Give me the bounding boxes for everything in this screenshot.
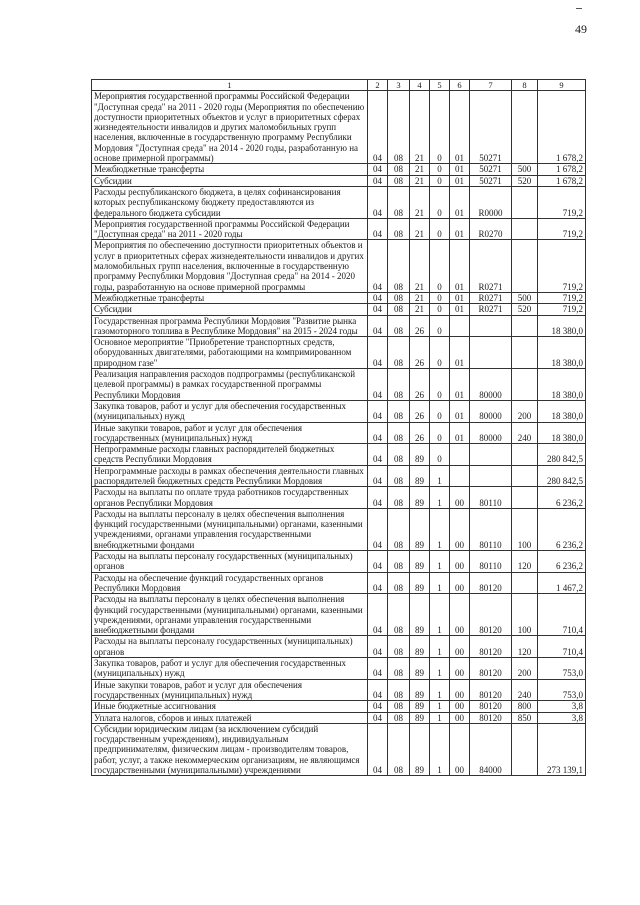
code-direction-cell: 80110 bbox=[470, 487, 512, 509]
code-event-cell bbox=[450, 444, 470, 466]
code-subprogram-cell: 1 bbox=[430, 594, 450, 636]
code-section-cell: 08 bbox=[388, 369, 410, 401]
code-subprogram-cell: 1 bbox=[430, 701, 450, 712]
code-expense-type-cell bbox=[512, 723, 538, 775]
amount-cell: 280 842,5 bbox=[538, 465, 586, 487]
code-gp-cell: 04 bbox=[368, 315, 388, 337]
code-direction-cell: 80120 bbox=[470, 658, 512, 680]
row-name-cell: Межбюджетные трансферты bbox=[92, 164, 368, 175]
code-subprogram-cell: 0 bbox=[430, 369, 450, 401]
code-subprogram-cell: 0 bbox=[430, 175, 450, 186]
amount-cell: 1 678,2 bbox=[538, 175, 586, 186]
table-row bbox=[92, 175, 586, 186]
amount-cell: 18 380,0 bbox=[538, 337, 586, 369]
table-row bbox=[92, 551, 586, 573]
code-gp-cell: 04 bbox=[368, 723, 388, 775]
code-event-cell: 01 bbox=[450, 400, 470, 422]
code-program-cell: 89 bbox=[410, 444, 430, 466]
table-row bbox=[92, 164, 586, 175]
code-program-cell: 89 bbox=[410, 712, 430, 723]
code-subprogram-cell: 0 bbox=[430, 337, 450, 369]
code-event-cell: 01 bbox=[450, 369, 470, 401]
header-col-subprogram: 5 bbox=[430, 80, 450, 91]
code-program-cell: 21 bbox=[410, 240, 430, 292]
table-row bbox=[92, 636, 586, 658]
budget-table bbox=[91, 79, 586, 776]
code-event-cell: 00 bbox=[450, 572, 470, 594]
code-gp-cell: 04 bbox=[368, 508, 388, 550]
amount-cell: 753,0 bbox=[538, 679, 586, 701]
table-row bbox=[92, 400, 586, 422]
code-program-cell: 21 bbox=[410, 218, 430, 240]
amount-cell: 6 236,2 bbox=[538, 508, 586, 550]
code-subprogram-cell: 0 bbox=[430, 422, 450, 444]
code-program-cell: 21 bbox=[410, 186, 430, 218]
header-col-event: 6 bbox=[450, 80, 470, 91]
code-program-cell: 21 bbox=[410, 91, 430, 164]
table-row bbox=[92, 186, 586, 218]
code-expense-type-cell: 240 bbox=[512, 422, 538, 444]
code-program-cell: 26 bbox=[410, 369, 430, 401]
code-section-cell: 08 bbox=[388, 658, 410, 680]
row-name-cell: Расходы на выплаты по оплате труда работников государственных органов Республики Мордовия bbox=[92, 487, 368, 509]
code-event-cell: 00 bbox=[450, 679, 470, 701]
code-expense-type-cell bbox=[512, 240, 538, 292]
code-gp-cell: 04 bbox=[368, 337, 388, 369]
page-number: 49 bbox=[575, 22, 587, 36]
code-section-cell: 08 bbox=[388, 572, 410, 594]
amount-cell: 719,2 bbox=[538, 186, 586, 218]
row-name-cell: Межбюджетные трансферты bbox=[92, 292, 368, 303]
code-section-cell: 08 bbox=[388, 701, 410, 712]
code-event-cell: 00 bbox=[450, 658, 470, 680]
code-gp-cell: 04 bbox=[368, 292, 388, 303]
amount-cell: 6 236,2 bbox=[538, 551, 586, 573]
code-section-cell: 08 bbox=[388, 636, 410, 658]
table-row bbox=[92, 337, 586, 369]
code-program-cell: 26 bbox=[410, 400, 430, 422]
code-direction-cell: 80000 bbox=[470, 369, 512, 401]
code-program-cell: 89 bbox=[410, 487, 430, 509]
table-row bbox=[92, 91, 586, 164]
code-direction-cell: 50271 bbox=[470, 91, 512, 164]
code-subprogram-cell: 1 bbox=[430, 723, 450, 775]
table-row bbox=[92, 487, 586, 509]
table-row bbox=[92, 422, 586, 444]
code-event-cell: 01 bbox=[450, 422, 470, 444]
code-program-cell: 21 bbox=[410, 304, 430, 315]
row-name-cell: Мероприятия государственной программы Российской Федерации "Доступная среда" на 2011 - 2020 годы bbox=[92, 218, 368, 240]
code-expense-type-cell bbox=[512, 487, 538, 509]
code-direction-cell bbox=[470, 315, 512, 337]
amount-cell: 18 380,0 bbox=[538, 315, 586, 337]
row-name-cell: Закупка товаров, работ и услуг для обеспечения государственных (муниципальных) нужд bbox=[92, 658, 368, 680]
code-direction-cell: 80120 bbox=[470, 701, 512, 712]
code-event-cell: 00 bbox=[450, 594, 470, 636]
code-program-cell: 89 bbox=[410, 551, 430, 573]
table-row bbox=[92, 369, 586, 401]
table-row bbox=[92, 508, 586, 550]
code-subprogram-cell: 0 bbox=[430, 304, 450, 315]
amount-cell: 280 842,5 bbox=[538, 444, 586, 466]
code-section-cell: 08 bbox=[388, 400, 410, 422]
row-name-cell: Мероприятия по обеспечению доступности приоритетных объектов и услуг в приоритетных сферах жизнедеятельности инвалидов и других маломобильных групп населения, включенные в государственную программу Республики Мордовия "Доступная среда" на 2014 - 2020 годы, разработанную на основе примерной программы bbox=[92, 240, 368, 292]
code-program-cell: 89 bbox=[410, 701, 430, 712]
code-event-cell: 00 bbox=[450, 551, 470, 573]
code-subprogram-cell: 0 bbox=[430, 91, 450, 164]
code-program-cell: 26 bbox=[410, 315, 430, 337]
code-event-cell bbox=[450, 465, 470, 487]
code-event-cell: 00 bbox=[450, 636, 470, 658]
code-expense-type-cell: 200 bbox=[512, 400, 538, 422]
amount-cell: 3,8 bbox=[538, 701, 586, 712]
table-header-row bbox=[92, 80, 586, 91]
code-event-cell: 01 bbox=[450, 304, 470, 315]
code-section-cell: 08 bbox=[388, 422, 410, 444]
code-section-cell: 08 bbox=[388, 218, 410, 240]
code-subprogram-cell: 1 bbox=[430, 465, 450, 487]
table-row bbox=[92, 315, 586, 337]
code-program-cell: 89 bbox=[410, 594, 430, 636]
code-direction-cell: 80120 bbox=[470, 636, 512, 658]
table-body bbox=[92, 91, 586, 776]
row-name-cell: Субсидии bbox=[92, 175, 368, 186]
code-expense-type-cell: 500 bbox=[512, 292, 538, 303]
code-section-cell: 08 bbox=[388, 594, 410, 636]
code-direction-cell: R0271 bbox=[470, 240, 512, 292]
code-gp-cell: 04 bbox=[368, 422, 388, 444]
table-row bbox=[92, 292, 586, 303]
code-direction-cell: 50271 bbox=[470, 164, 512, 175]
code-section-cell: 08 bbox=[388, 164, 410, 175]
table-row bbox=[92, 444, 586, 466]
header-col-amount: 9 bbox=[538, 80, 586, 91]
code-expense-type-cell: 850 bbox=[512, 712, 538, 723]
code-section-cell: 08 bbox=[388, 712, 410, 723]
code-event-cell: 00 bbox=[450, 701, 470, 712]
amount-cell: 719,2 bbox=[538, 292, 586, 303]
code-event-cell: 01 bbox=[450, 91, 470, 164]
amount-cell: 753,0 bbox=[538, 658, 586, 680]
amount-cell: 273 139,1 bbox=[538, 723, 586, 775]
code-subprogram-cell: 1 bbox=[430, 658, 450, 680]
code-direction-cell bbox=[470, 444, 512, 466]
code-gp-cell: 04 bbox=[368, 679, 388, 701]
amount-cell: 1 467,2 bbox=[538, 572, 586, 594]
code-expense-type-cell bbox=[512, 444, 538, 466]
code-direction-cell: 80120 bbox=[470, 679, 512, 701]
table-row bbox=[92, 218, 586, 240]
code-direction-cell: R0000 bbox=[470, 186, 512, 218]
code-subprogram-cell: 1 bbox=[430, 636, 450, 658]
code-gp-cell: 04 bbox=[368, 701, 388, 712]
code-section-cell: 08 bbox=[388, 315, 410, 337]
code-subprogram-cell: 1 bbox=[430, 508, 450, 550]
code-event-cell: 01 bbox=[450, 175, 470, 186]
table-row bbox=[92, 701, 586, 712]
code-program-cell: 89 bbox=[410, 465, 430, 487]
code-section-cell: 08 bbox=[388, 551, 410, 573]
row-name-cell: Непрограммные расходы главных распорядителей бюджетных средств Республики Мордовия bbox=[92, 444, 368, 466]
code-direction-cell bbox=[470, 337, 512, 369]
code-gp-cell: 04 bbox=[368, 164, 388, 175]
code-subprogram-cell: 0 bbox=[430, 292, 450, 303]
header-col-expense-type: 8 bbox=[512, 80, 538, 91]
code-expense-type-cell bbox=[512, 186, 538, 218]
row-name-cell: Государственная программа Республики Мордовия "Развитие рынка газомоторного топлива в Республике Мордовия" на 2015 - 2024 годы bbox=[92, 315, 368, 337]
code-direction-cell bbox=[470, 465, 512, 487]
row-name-cell: Расходы республиканского бюджета, в целях софинансирования которых республиканскому бюджету предоставляются из федерального бюджета субсидии bbox=[92, 186, 368, 218]
row-name-cell: Непрограммные расходы в рамках обеспечения деятельности главных распорядителей бюджетных средств Республики Мордовия bbox=[92, 465, 368, 487]
code-program-cell: 89 bbox=[410, 508, 430, 550]
code-event-cell: 00 bbox=[450, 712, 470, 723]
code-program-cell: 21 bbox=[410, 292, 430, 303]
code-expense-type-cell bbox=[512, 315, 538, 337]
code-gp-cell: 04 bbox=[368, 218, 388, 240]
code-event-cell: 01 bbox=[450, 292, 470, 303]
code-direction-cell: 80000 bbox=[470, 422, 512, 444]
row-name-cell: Расходы на выплаты персоналу в целях обеспечения выполнения функций государственными (муниципальными) органами, казенными учреждениями, органами управления государственными внебюджетными фондами bbox=[92, 508, 368, 550]
row-name-cell: Расходы на выплаты персоналу государственных (муниципальных) органов bbox=[92, 636, 368, 658]
code-section-cell: 08 bbox=[388, 487, 410, 509]
code-expense-type-cell bbox=[512, 572, 538, 594]
code-subprogram-cell: 1 bbox=[430, 487, 450, 509]
code-event-cell: 00 bbox=[450, 487, 470, 509]
code-expense-type-cell: 240 bbox=[512, 679, 538, 701]
code-gp-cell: 04 bbox=[368, 465, 388, 487]
code-section-cell: 08 bbox=[388, 304, 410, 315]
code-section-cell: 08 bbox=[388, 679, 410, 701]
code-section-cell: 08 bbox=[388, 723, 410, 775]
code-subprogram-cell: 0 bbox=[430, 164, 450, 175]
code-direction-cell: 80120 bbox=[470, 712, 512, 723]
scan-artifact-mark bbox=[576, 8, 582, 9]
code-expense-type-cell bbox=[512, 91, 538, 164]
row-name-cell: Иные бюджетные ассигнования bbox=[92, 701, 368, 712]
row-name-cell: Расходы на обеспечение функций государственных органов Республики Мордовия bbox=[92, 572, 368, 594]
code-section-cell: 08 bbox=[388, 292, 410, 303]
code-expense-type-cell: 800 bbox=[512, 701, 538, 712]
code-direction-cell: R0271 bbox=[470, 292, 512, 303]
code-section-cell: 08 bbox=[388, 465, 410, 487]
code-section-cell: 08 bbox=[388, 508, 410, 550]
code-expense-type-cell: 120 bbox=[512, 636, 538, 658]
code-program-cell: 89 bbox=[410, 658, 430, 680]
table-row bbox=[92, 723, 586, 775]
code-gp-cell: 04 bbox=[368, 594, 388, 636]
code-gp-cell: 04 bbox=[368, 712, 388, 723]
row-name-cell: Иные закупки товаров, работ и услуг для обеспечения государственных (муниципальных) нужд bbox=[92, 679, 368, 701]
row-name-cell: Основное мероприятие "Приобретение транспортных средств, оборудованных двигателями, работающими на компримированном природном газе" bbox=[92, 337, 368, 369]
code-gp-cell: 04 bbox=[368, 658, 388, 680]
header-col-name: 1 bbox=[92, 80, 368, 91]
code-direction-cell: 80120 bbox=[470, 572, 512, 594]
code-subprogram-cell: 1 bbox=[430, 551, 450, 573]
code-subprogram-cell: 1 bbox=[430, 712, 450, 723]
code-subprogram-cell: 0 bbox=[430, 444, 450, 466]
code-direction-cell: 50271 bbox=[470, 175, 512, 186]
code-gp-cell: 04 bbox=[368, 175, 388, 186]
code-gp-cell: 04 bbox=[368, 240, 388, 292]
amount-cell: 719,2 bbox=[538, 240, 586, 292]
code-program-cell: 21 bbox=[410, 175, 430, 186]
code-event-cell: 01 bbox=[450, 240, 470, 292]
header-col-direction: 7 bbox=[470, 80, 512, 91]
row-name-cell: Субсидии bbox=[92, 304, 368, 315]
amount-cell: 18 380,0 bbox=[538, 400, 586, 422]
code-program-cell: 89 bbox=[410, 572, 430, 594]
code-direction-cell: R0271 bbox=[470, 304, 512, 315]
code-section-cell: 08 bbox=[388, 175, 410, 186]
code-section-cell: 08 bbox=[388, 91, 410, 164]
row-name-cell: Расходы на выплаты персоналу государственных (муниципальных) органов bbox=[92, 551, 368, 573]
code-expense-type-cell bbox=[512, 337, 538, 369]
code-expense-type-cell: 100 bbox=[512, 508, 538, 550]
code-event-cell: 00 bbox=[450, 723, 470, 775]
code-event-cell: 01 bbox=[450, 186, 470, 218]
code-program-cell: 26 bbox=[410, 422, 430, 444]
table-row bbox=[92, 465, 586, 487]
code-event-cell bbox=[450, 315, 470, 337]
code-subprogram-cell: 0 bbox=[430, 315, 450, 337]
row-name-cell: Закупка товаров, работ и услуг для обеспечения государственных (муниципальных) нужд bbox=[92, 400, 368, 422]
code-subprogram-cell: 1 bbox=[430, 679, 450, 701]
amount-cell: 3,8 bbox=[538, 712, 586, 723]
code-event-cell: 01 bbox=[450, 164, 470, 175]
code-gp-cell: 04 bbox=[368, 186, 388, 218]
amount-cell: 1 678,2 bbox=[538, 91, 586, 164]
amount-cell: 719,2 bbox=[538, 218, 586, 240]
code-section-cell: 08 bbox=[388, 240, 410, 292]
table-row bbox=[92, 572, 586, 594]
code-expense-type-cell: 520 bbox=[512, 175, 538, 186]
code-gp-cell: 04 bbox=[368, 636, 388, 658]
table-row bbox=[92, 679, 586, 701]
row-name-cell: Расходы на выплаты персоналу в целях обеспечения выполнения функций государственными (муниципальными) органами, казенными учреждениями, органами управления государственными внебюджетными фондами bbox=[92, 594, 368, 636]
amount-cell: 710,4 bbox=[538, 594, 586, 636]
code-subprogram-cell: 0 bbox=[430, 240, 450, 292]
code-subprogram-cell: 0 bbox=[430, 218, 450, 240]
amount-cell: 1 678,2 bbox=[538, 164, 586, 175]
code-program-cell: 89 bbox=[410, 636, 430, 658]
table-row bbox=[92, 594, 586, 636]
code-expense-type-cell: 100 bbox=[512, 594, 538, 636]
code-expense-type-cell bbox=[512, 218, 538, 240]
code-direction-cell: R0270 bbox=[470, 218, 512, 240]
code-section-cell: 08 bbox=[388, 337, 410, 369]
code-subprogram-cell: 0 bbox=[430, 400, 450, 422]
amount-cell: 18 380,0 bbox=[538, 422, 586, 444]
code-subprogram-cell: 1 bbox=[430, 572, 450, 594]
header-col-gp: 2 bbox=[368, 80, 388, 91]
header-col-program: 4 bbox=[410, 80, 430, 91]
code-event-cell: 01 bbox=[450, 218, 470, 240]
code-expense-type-cell: 500 bbox=[512, 164, 538, 175]
code-direction-cell: 84000 bbox=[470, 723, 512, 775]
table-row bbox=[92, 240, 586, 292]
code-event-cell: 00 bbox=[450, 508, 470, 550]
code-gp-cell: 04 bbox=[368, 572, 388, 594]
code-gp-cell: 04 bbox=[368, 304, 388, 315]
code-section-cell: 08 bbox=[388, 186, 410, 218]
code-expense-type-cell: 120 bbox=[512, 551, 538, 573]
code-gp-cell: 04 bbox=[368, 400, 388, 422]
code-event-cell: 01 bbox=[450, 337, 470, 369]
code-expense-type-cell: 200 bbox=[512, 658, 538, 680]
row-name-cell: Иные закупки товаров, работ и услуг для обеспечения государственных (муниципальных) нужд bbox=[92, 422, 368, 444]
code-subprogram-cell: 0 bbox=[430, 186, 450, 218]
amount-cell: 18 380,0 bbox=[538, 369, 586, 401]
amount-cell: 6 236,2 bbox=[538, 487, 586, 509]
code-gp-cell: 04 bbox=[368, 369, 388, 401]
code-program-cell: 89 bbox=[410, 723, 430, 775]
code-gp-cell: 04 bbox=[368, 551, 388, 573]
table-row bbox=[92, 658, 586, 680]
row-name-cell: Субсидии юридическим лицам (за исключением субсидий государственным учреждениям), индивидуальным предпринимателям, физическим лицам - производителям товаров, работ, услуг, а также некоммерческим организациям, не являющимся государственными (муниципальными) учреждениями bbox=[92, 723, 368, 775]
code-gp-cell: 04 bbox=[368, 91, 388, 164]
row-name-cell: Мероприятия государственной программы Российской Федерации "Доступная среда" на 2011 - 2020 годы (Мероприятия по обеспечению доступности приоритетных объектов и услуг в приоритетных сферах жизнедеятельности инвалидов и других маломобильных групп населения, включенные в государственную программу Республики Мордовия "Доступная среда" на 2014 - 2020 годы, разработанную на основе примерной программы) bbox=[92, 91, 368, 164]
code-gp-cell: 04 bbox=[368, 444, 388, 466]
amount-cell: 719,2 bbox=[538, 304, 586, 315]
code-program-cell: 21 bbox=[410, 164, 430, 175]
code-direction-cell: 80000 bbox=[470, 400, 512, 422]
row-name-cell: Уплата налогов, сборов и иных платежей bbox=[92, 712, 368, 723]
header-col-section: 3 bbox=[388, 80, 410, 91]
row-name-cell: Реализация направления расходов подпрограммы (республиканской целевой программы) в рамках государственной программы Республики Мордовия bbox=[92, 369, 368, 401]
code-direction-cell: 80110 bbox=[470, 508, 512, 550]
table-row bbox=[92, 304, 586, 315]
code-program-cell: 26 bbox=[410, 337, 430, 369]
code-direction-cell: 80110 bbox=[470, 551, 512, 573]
code-program-cell: 89 bbox=[410, 679, 430, 701]
code-expense-type-cell: 520 bbox=[512, 304, 538, 315]
code-expense-type-cell bbox=[512, 465, 538, 487]
code-direction-cell: 80120 bbox=[470, 594, 512, 636]
code-expense-type-cell bbox=[512, 369, 538, 401]
amount-cell: 710,4 bbox=[538, 636, 586, 658]
code-gp-cell: 04 bbox=[368, 487, 388, 509]
code-section-cell: 08 bbox=[388, 444, 410, 466]
table-row bbox=[92, 712, 586, 723]
